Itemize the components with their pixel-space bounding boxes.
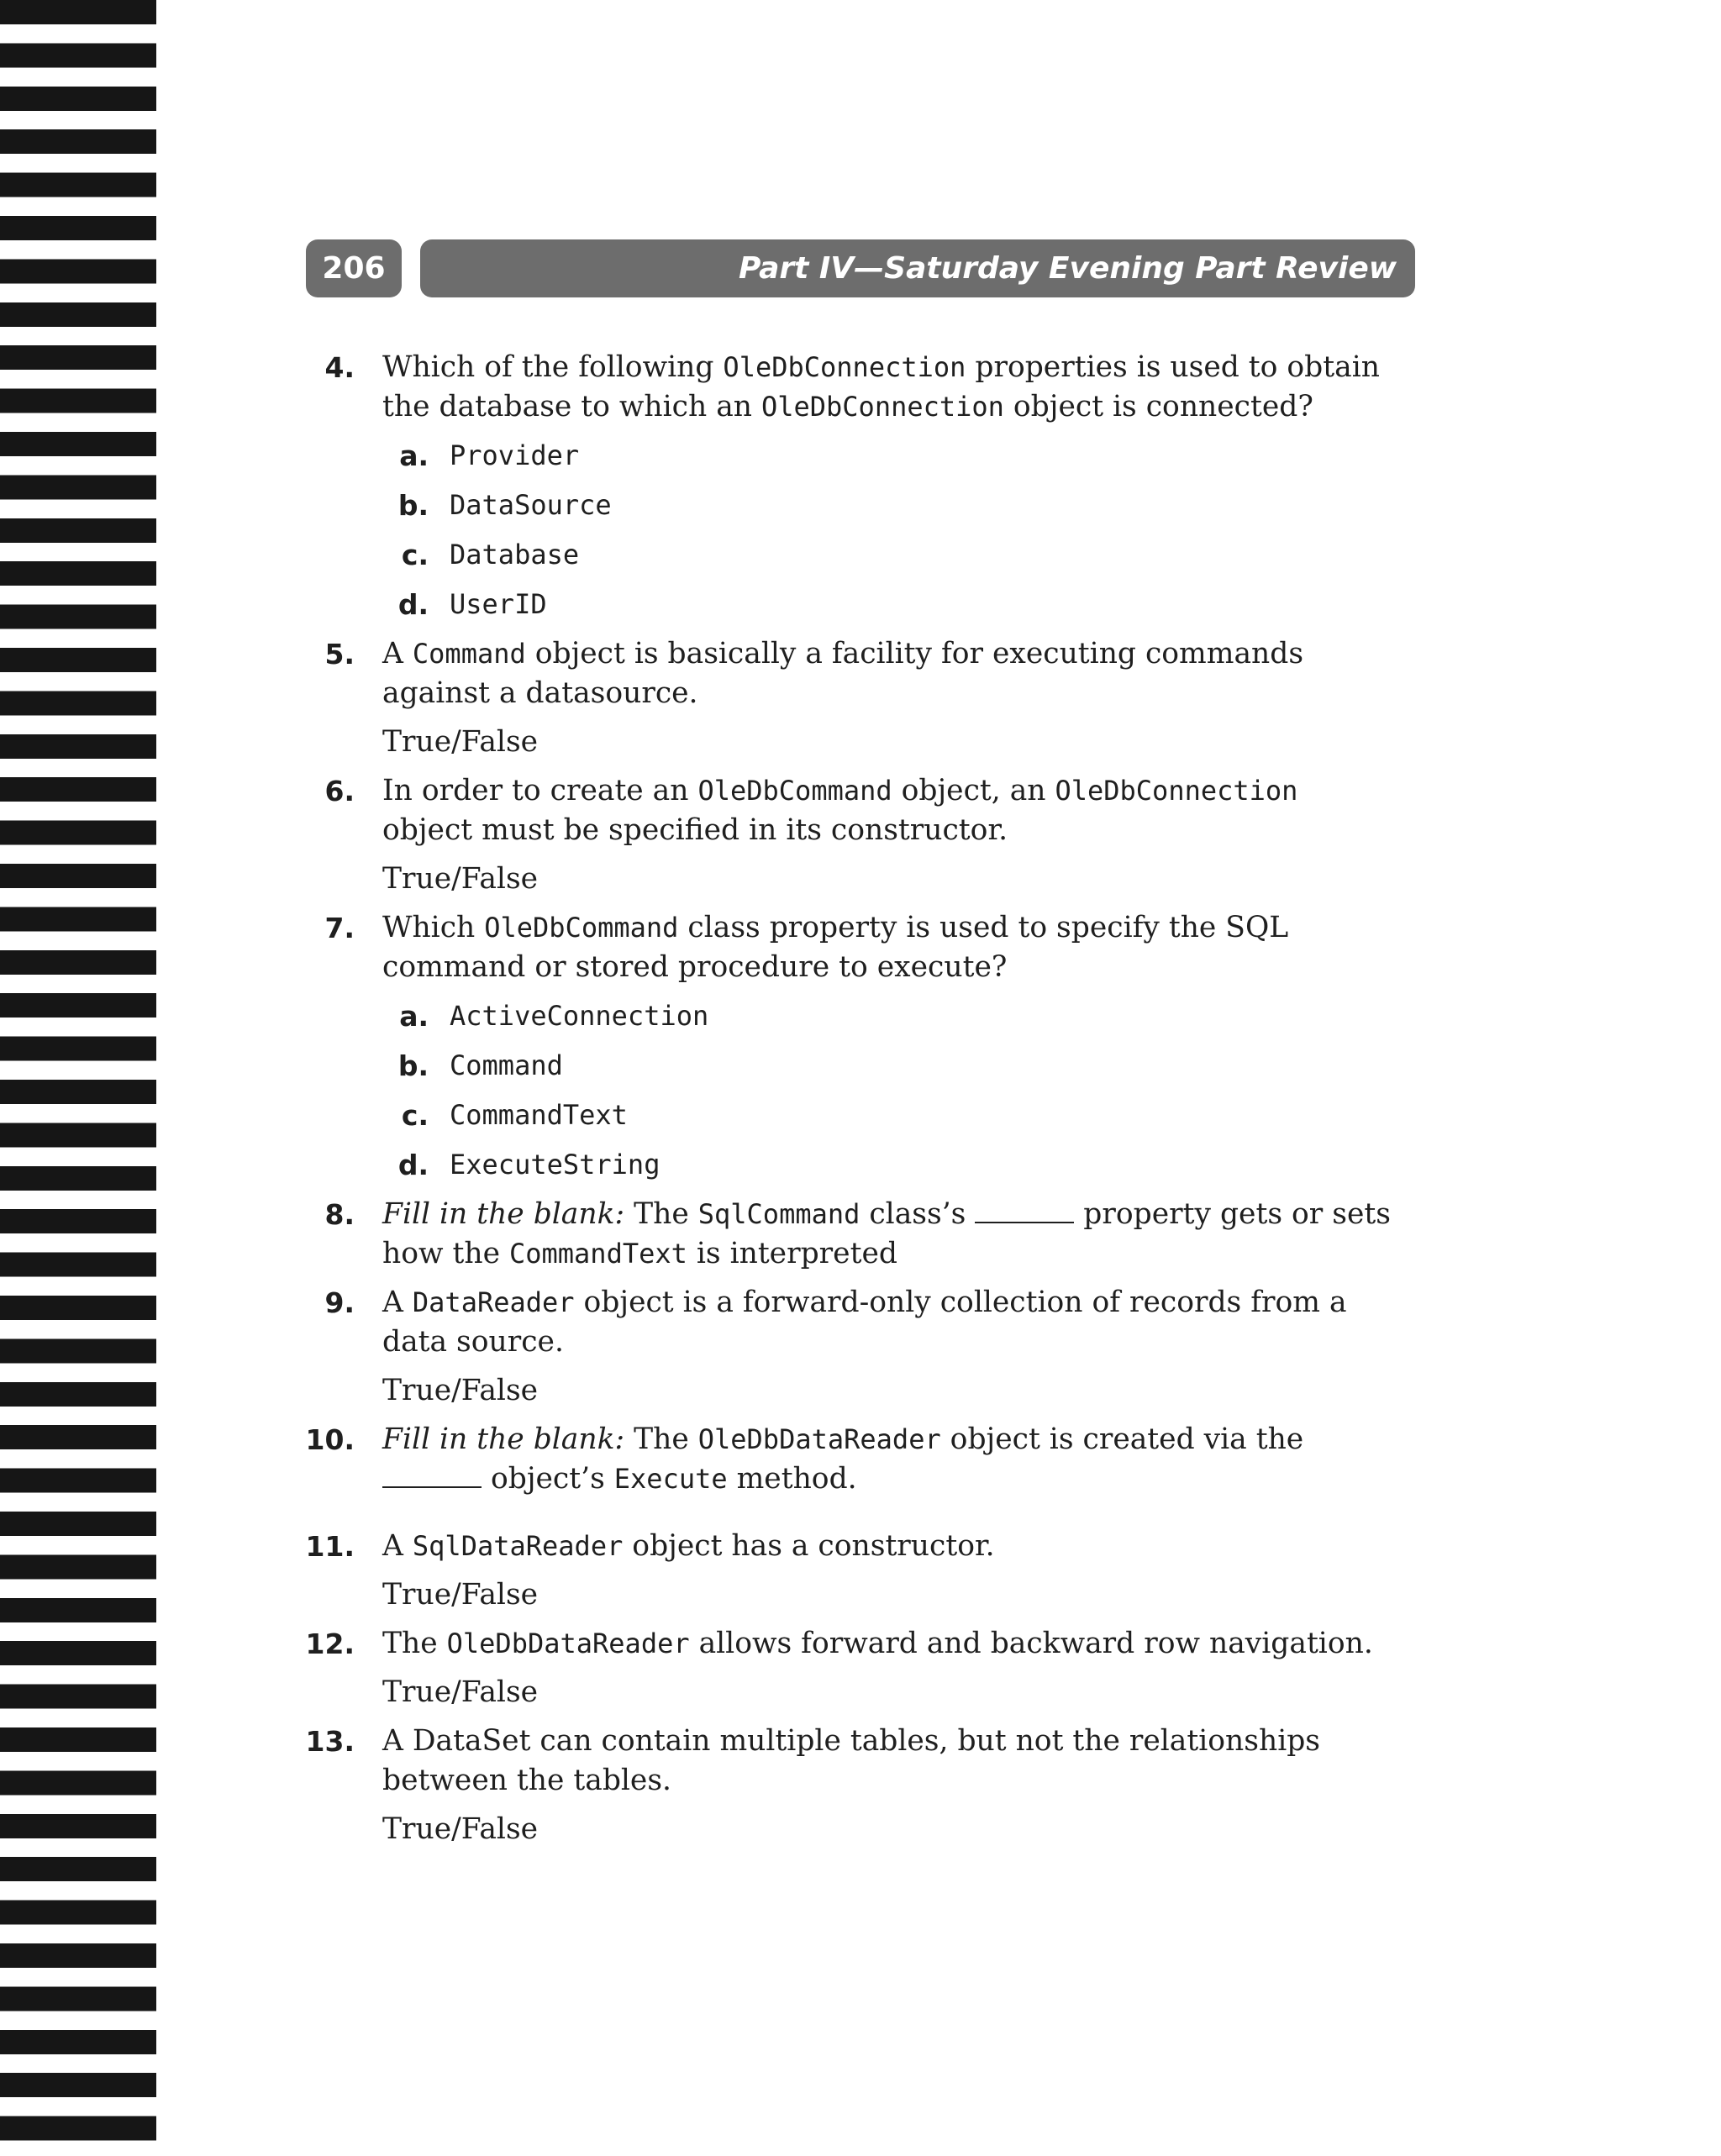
option-a: a. Provider: [399, 439, 580, 472]
question-10: [303, 1420, 1395, 1499]
question-text: The OleDbDataReader allows forward and backward row navigation.: [382, 1627, 1373, 1660]
question-7: [303, 908, 1395, 1185]
answer-options: [382, 436, 1395, 624]
question-number: 9.: [324, 1286, 355, 1319]
question-text: Which OleDbCommand class property is used to specify the SQL command or stored procedure to execute?: [382, 911, 1289, 984]
question-text: A SqlDataReader object has a constructor.: [382, 1529, 995, 1563]
question-text: A Command object is basically a facility for executing commands against a datasource.: [382, 637, 1304, 710]
question-number: 7.: [324, 912, 355, 944]
question-9: [303, 1283, 1395, 1411]
part-title: Part IV—Saturday Evening Part Review: [739, 251, 1397, 286]
true-false-label: True/False: [382, 1578, 539, 1612]
question-number: 10.: [305, 1423, 355, 1456]
question-5: [303, 634, 1395, 762]
option-c: c. CommandText: [401, 1099, 628, 1132]
question-number: 13.: [305, 1725, 355, 1758]
question-6: [303, 771, 1395, 899]
true-false-label: True/False: [382, 1374, 539, 1407]
question-text: In order to create an OleDbCommand object, an OleDbConnection object must be specified in its constructor.: [382, 774, 1298, 847]
option-b: b. Command: [397, 1049, 563, 1082]
true-false-label: True/False: [382, 862, 539, 896]
question-13: [303, 1722, 1395, 1849]
question-number: 12.: [305, 1628, 355, 1660]
question-number: 6.: [324, 775, 355, 807]
page-number: 206: [322, 251, 386, 286]
question-text: A DataSet can contain multiple tables, but not the relationships between the tables.: [382, 1724, 1321, 1797]
true-false-label: True/False: [382, 1812, 539, 1846]
question-number: 4.: [324, 351, 355, 384]
question-4: [303, 348, 1395, 624]
option-b: b. DataSource: [397, 489, 612, 522]
fill-in-blank: [975, 1196, 1074, 1223]
answer-options: [382, 996, 1395, 1185]
true-false-label: True/False: [382, 725, 539, 759]
question-number: 11.: [305, 1530, 355, 1563]
question-number: 5.: [324, 638, 355, 670]
option-a: a. ActiveConnection: [399, 1000, 709, 1033]
question-list: [303, 348, 1395, 1859]
page-edge-stripes: [0, 0, 156, 2156]
question-8: [303, 1195, 1395, 1274]
question-number: 8.: [324, 1198, 355, 1231]
fill-in-blank: [382, 1461, 482, 1488]
option-c: c. Database: [401, 539, 580, 571]
question-text: Fill in the blank: The OleDbDataReader object is created via the object’s Execute method.: [382, 1422, 1304, 1496]
question-text: A DataReader object is a forward-only collection of records from a data source.: [382, 1286, 1347, 1359]
page-number-tab: [306, 239, 402, 297]
option-d: d. UserID: [397, 588, 547, 621]
question-text: Fill in the blank: The SqlCommand class’s property gets or sets how the CommandText is interpreted: [382, 1197, 1391, 1270]
part-header-bar: [420, 239, 1415, 297]
question-text: Which of the following OleDbConnection properties is used to obtain the database to which an OleDbConnection object is connected?: [382, 350, 1380, 423]
option-d: d. ExecuteString: [397, 1149, 661, 1181]
true-false-label: True/False: [382, 1675, 539, 1709]
question-11: [303, 1527, 1395, 1615]
question-12: [303, 1624, 1395, 1712]
